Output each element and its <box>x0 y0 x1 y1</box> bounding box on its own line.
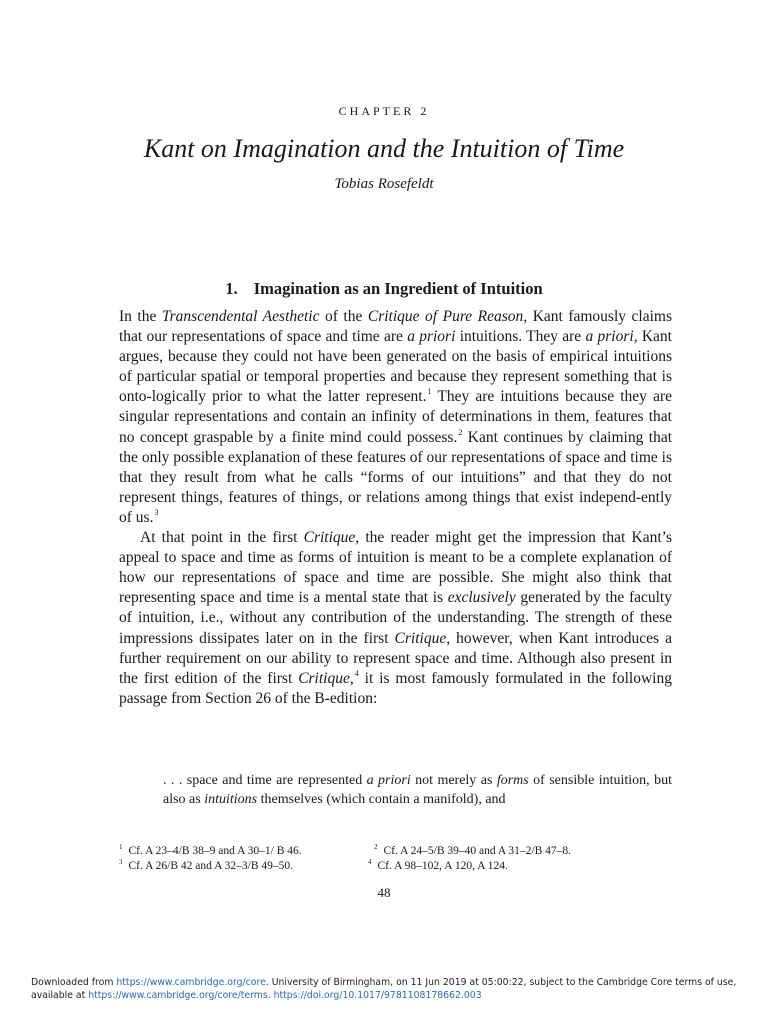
download-notice <box>31 976 741 1002</box>
text-run: . University of Birmingham, on 11 Jun 2019 at 05:00:22, subject to the Cambridge Core terms of use, available at <box>31 977 737 1001</box>
text-run: not merely as <box>410 773 497 788</box>
italic-term: exclusively <box>447 589 516 607</box>
text-run: Downloaded from <box>31 977 117 988</box>
chapter-title: Kant on Imagination and the Intuition of Time <box>143 134 625 163</box>
footnote-mark: 2 <box>374 843 378 851</box>
text-run: . <box>267 990 274 1001</box>
text-run: generated by the faculty of intuition, i.e., without any contribution of the understanding. The strength of these impressions dissipates later on in the first <box>119 589 672 647</box>
italic-term: a priori <box>407 328 456 346</box>
text-run: At that point in the first <box>140 529 304 547</box>
section-title: Imagination as an Ingredient of Intuition <box>253 279 543 298</box>
text-run: . . . space and time are represented <box>163 773 367 788</box>
text-run: They are intuitions because they are singular representations and contain an infinity of determinations in them, features that no concept graspable by a finite mind could possess. <box>119 388 672 446</box>
footnote-mark: 1 <box>119 843 123 851</box>
paragraph-1 <box>119 307 672 528</box>
paragraph-2 <box>119 528 672 709</box>
footnote-text: Cf. A 24–5/B 39–40 and A 31–2/B 47–8. <box>383 845 572 857</box>
terms-link[interactable]: https://www.cambridge.org/core/terms <box>88 990 268 1001</box>
author-name: Tobias Rosefeldt <box>334 176 434 192</box>
italic-title: Critique <box>303 529 356 547</box>
footnote-ref-4[interactable]: 4 <box>354 668 359 678</box>
quote-text <box>163 771 672 809</box>
footnote-ref-3[interactable]: 3 <box>154 507 159 517</box>
footnote-text: Cf. A 26/B 42 and A 32–3/B 49–50. <box>128 859 294 872</box>
text-run: intuitions. They are <box>455 328 586 346</box>
footnotes <box>119 840 672 872</box>
page-number: 48 <box>377 885 391 900</box>
text-run: themselves (which contain a manifold), and <box>257 792 506 807</box>
text-run: of sensible intuition, but also as <box>163 773 672 807</box>
doi-link[interactable]: https://doi.org/10.1017/9781108178662.003 <box>273 990 482 1001</box>
footnote-ref-1[interactable]: 1 <box>427 387 432 397</box>
section-number: 1. <box>225 279 238 298</box>
text-run: , Kant famously claims that our representations of space and time are <box>119 308 672 346</box>
footnote-row <box>119 855 672 870</box>
italic-term: a priori <box>585 328 634 346</box>
italic-term: a priori <box>366 773 411 788</box>
section-heading <box>0 279 768 299</box>
footnote-text: Cf. A 23–4/B 38–9 and A 30–1/ B 46. <box>128 845 302 857</box>
footnote-mark: 4 <box>368 857 372 866</box>
footnote-text: Cf. A 98–102, A 120, A 124. <box>377 859 508 872</box>
italic-title: Critique <box>394 629 447 647</box>
italic-term: forms <box>496 773 529 788</box>
footnote-row <box>119 840 672 855</box>
text-run: Kant continues by claiming that the only possible explanation of these features of our representations of space and time is that they result from what he calls “forms of our intuitions” and that they do not represent things, features of things, or relations among things that exist independ-ently of us. <box>119 428 673 526</box>
text-run: , the reader might get the impression that Kant’s appeal to space and time as forms of intuition is meant to be a complete explanation of how our representations of space and time are possible. She might also think that representing space and time is a mental state that is <box>119 529 672 607</box>
text-run: of the <box>319 308 368 325</box>
body-text <box>119 307 672 709</box>
italic-title: Transcendental Aesthetic <box>161 308 320 325</box>
footnote-3 <box>119 855 293 874</box>
text-run: , however, when Kant introduces a further requirement on our ability to represent space and time. Although also present in the first edition of the first <box>119 629 672 687</box>
italic-title: Critique of Pure Reason <box>367 308 524 325</box>
footnote-ref-2[interactable]: 2 <box>458 427 463 437</box>
italic-term: intuitions <box>204 792 258 807</box>
cambridge-core-link[interactable]: https://www.cambridge.org/core <box>116 977 266 988</box>
chapter-label: CHAPTER 2 <box>338 104 430 118</box>
text-run: it is most famously formulated in the following passage from Section 26 of the B-edition: <box>119 669 672 707</box>
footnote-4 <box>368 855 508 874</box>
text-run: In the <box>119 308 162 325</box>
footnote-mark: 3 <box>119 857 123 866</box>
block-quote <box>163 771 672 809</box>
italic-title: Critique <box>298 669 350 687</box>
text-run: , <box>349 669 354 687</box>
text-run: , Kant argues, because they could not have been generated on the basis of empirical intuitions of particular spatial or temporal properties and because they represent something that is onto-logically prior to what the latter represent. <box>119 328 672 406</box>
